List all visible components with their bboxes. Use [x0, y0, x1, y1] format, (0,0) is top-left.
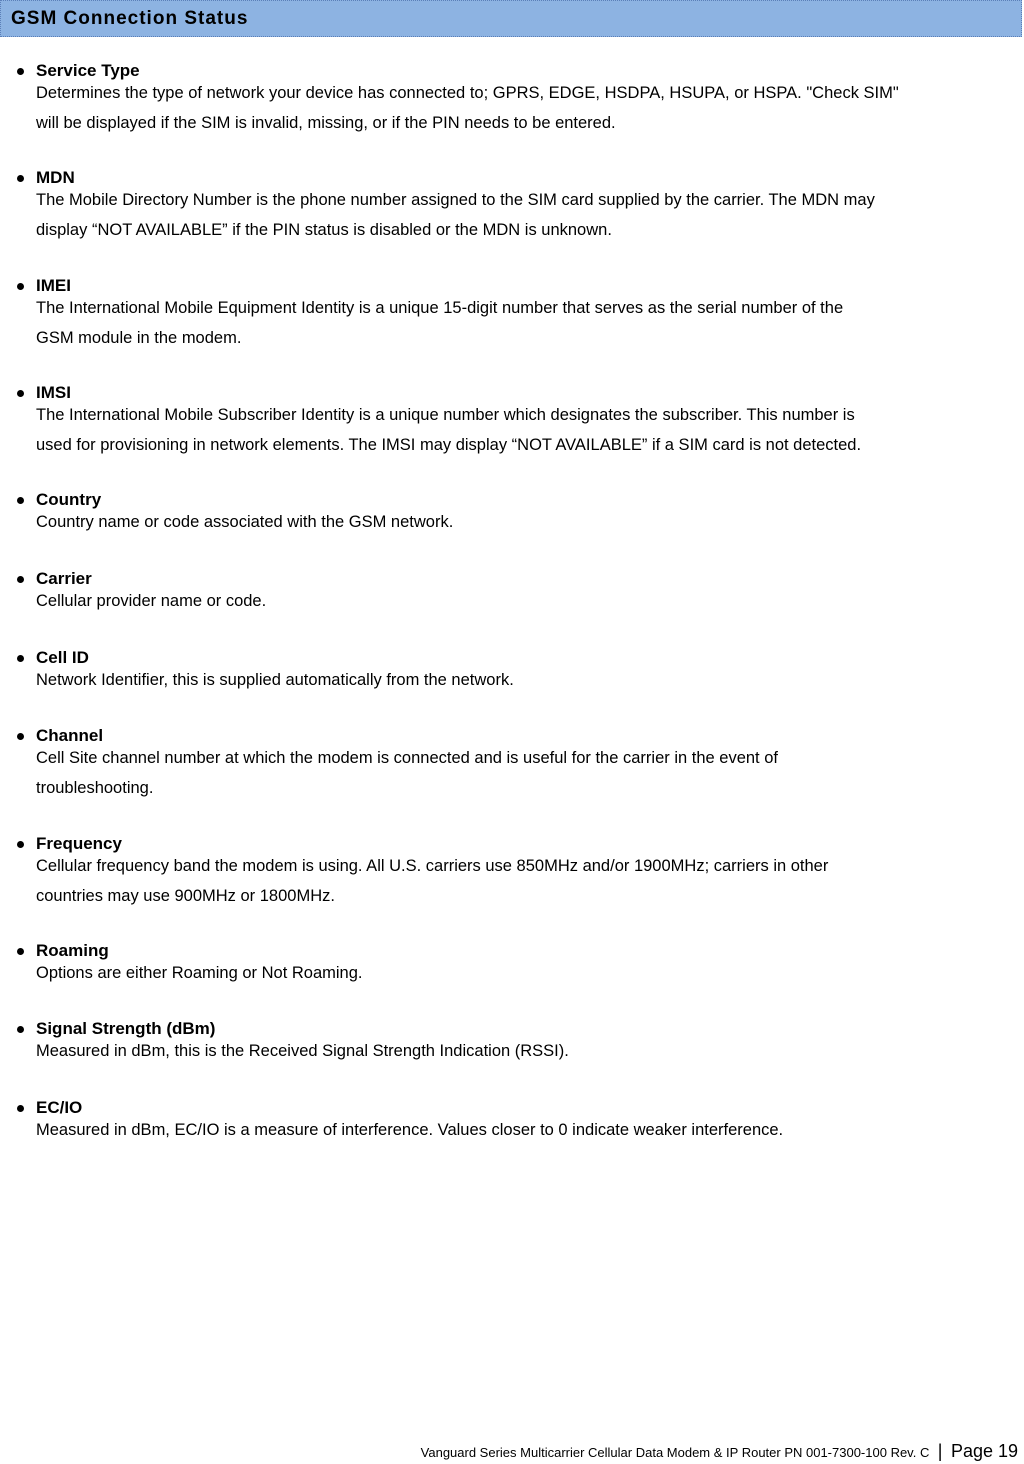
item-description: The Mobile Directory Number is the phone number assigned to the SIM card supplied by the carrier. The MDN may display “NOT AVAILABLE” if the PIN status is disabled or the MDN is unknown. — [36, 191, 875, 239]
footer-separator: | — [937, 1441, 943, 1461]
item-description: Measured in dBm, EC/IO is a measure of interference. Values closer to 0 indicate weaker interference. — [36, 1121, 784, 1139]
bullet-icon — [17, 655, 24, 662]
item-term: IMEI — [36, 276, 71, 295]
item-description: Network Identifier, this is supplied automatically from the network. — [36, 671, 514, 689]
item-term: MDN — [36, 168, 75, 187]
item-description: Cell Site channel number at which the modem is connected and is useful for the carrier in the event of troubleshooting. — [36, 749, 778, 797]
item-term: Roaming — [36, 941, 109, 960]
bullet-icon — [17, 948, 24, 955]
bullet-icon — [17, 390, 24, 397]
bullet-icon — [17, 497, 24, 504]
item-term: EC/IO — [36, 1098, 83, 1117]
bullet-icon — [17, 1105, 24, 1112]
section-title: GSM Connection Status — [11, 8, 249, 29]
item-description: Country name or code associated with the GSM network. — [36, 513, 454, 531]
item-description: The International Mobile Equipment Identity is a unique 15-digit number that serves as the serial number of the GSM module in the modem. — [36, 299, 844, 347]
item-term: Carrier — [36, 569, 92, 588]
page-number: Page 19 — [950, 1441, 1018, 1461]
item-term: Country — [36, 490, 102, 509]
item-description: Determines the type of network your device has connected to; GPRS, EDGE, HSDPA, HSUPA, or HSPA. "Check SIM" will be displayed if the SIM is invalid, missing, or if the PIN needs to be entered. — [36, 84, 899, 132]
bullet-icon — [17, 841, 24, 848]
item-description: Measured in dBm, this is the Received Signal Strength Indication (RSSI). — [36, 1042, 569, 1060]
item-term: Cell ID — [36, 648, 89, 667]
item-term: Frequency — [36, 834, 122, 853]
item-description: The International Mobile Subscriber Identity is a unique number which designates the subscriber. This number is used for provisioning in network elements. The IMSI may display “NOT AVAILABLE” if a SIM card is not detected. — [36, 406, 862, 454]
item-description: Options are either Roaming or Not Roaming. — [36, 964, 363, 982]
bullet-icon — [17, 175, 24, 182]
footer-document-title: Vanguard Series Multicarrier Cellular Data Modem & IP Router PN 001-7300-100 Rev. C — [420, 1445, 930, 1460]
item-term: Service Type — [36, 61, 140, 80]
section-header — [0, 0, 1022, 37]
bullet-icon — [17, 1026, 24, 1033]
item-description: Cellular provider name or code. — [36, 592, 267, 610]
item-term: IMSI — [36, 383, 71, 402]
page-footer — [421, 1441, 1018, 1462]
bullet-icon — [17, 68, 24, 75]
bullet-icon — [17, 733, 24, 740]
bullet-icon — [17, 283, 24, 290]
item-term: Channel — [36, 726, 104, 745]
item-term: Signal Strength (dBm) — [36, 1019, 216, 1038]
bullet-icon — [17, 576, 24, 583]
item-description: Cellular frequency band the modem is using. All U.S. carriers use 850MHz and/or 1900MHz; carriers in other countries may use 900MHz or 1800MHz. — [36, 857, 829, 905]
